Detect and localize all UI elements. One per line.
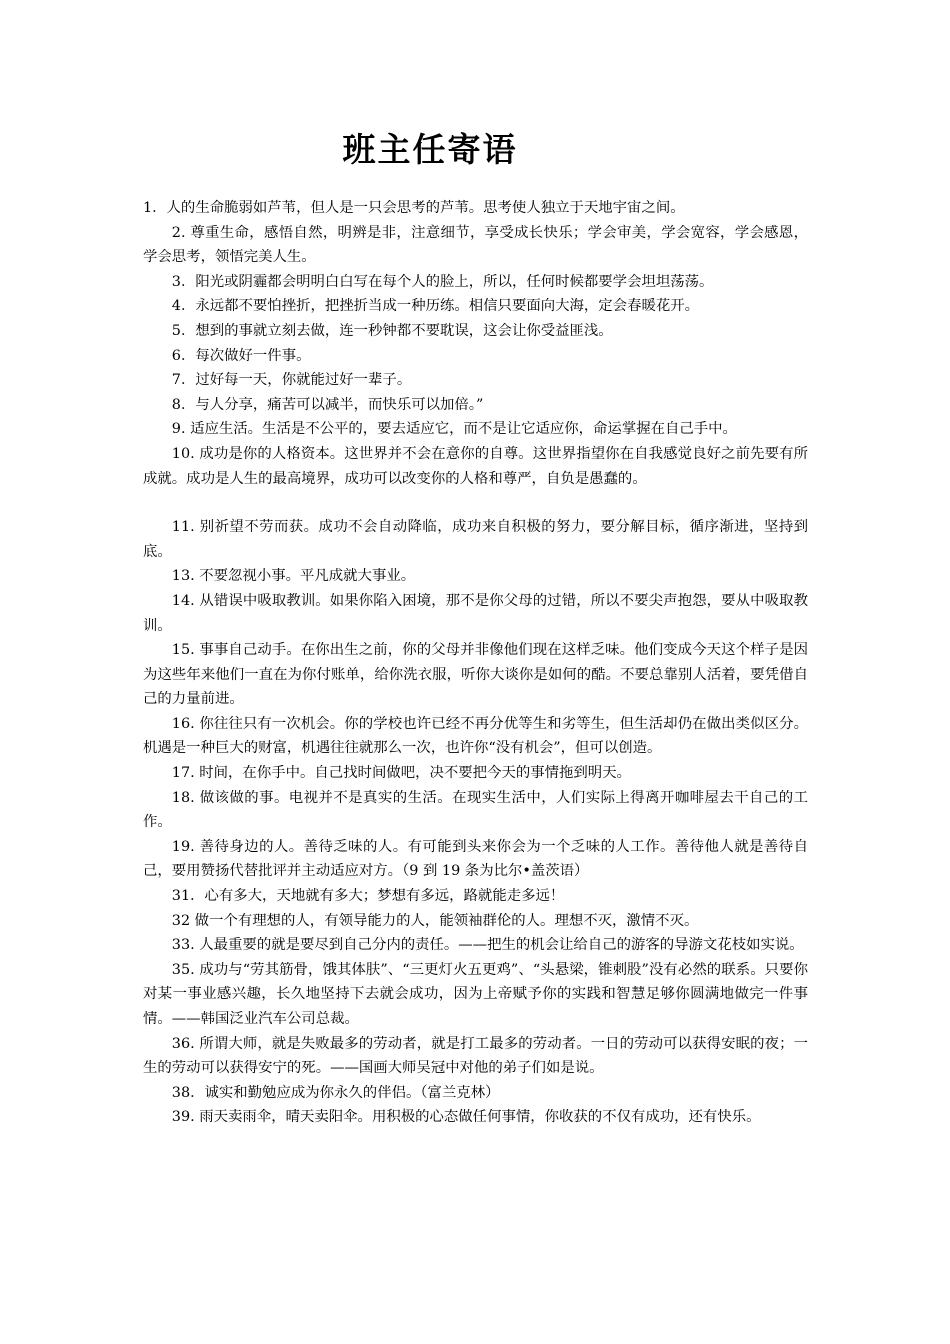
document-body: [143, 196, 808, 1130]
paragraph-39: 39. 雨天卖雨伞，晴天卖阳伞。用积极的心态做任何事情，你收获的不仅有成功，还有快乐。: [171, 1109, 761, 1126]
paragraph-33: 33. 人最重要的就是要尽到自己分内的责任。——把生的机会让给自己的游客的导游文花枝如实说。: [171, 937, 804, 954]
paragraph-1: 1．人的生命脆弱如芦苇，但人是一只会思考的芦苇。思考使人独立于天地宇宙之间。: [143, 200, 685, 216]
paragraph-8: 8．与人分享，痛苦可以减半，而快乐可以加倍。”: [171, 396, 484, 413]
paragraph-9: 9. 适应生活。生活是不公平的，要去适应它，而不是让它适应你，命运掌握在自己手中。: [171, 421, 737, 438]
paragraph-14: 14. 从错误中吸取教训。如果你陷入困境，那不是你父母的过错，所以不要尖声抱怨，要从中吸取教训。: [143, 592, 808, 634]
paragraph-4: 4．永远都不要怕挫折，把挫折当成一种历练。相信只要面向大海，定会春暖花开。: [171, 298, 700, 315]
paragraph-15: 15. 事事自己动手。在你出生之前，你的父母并非像他们现在这样乏味。他们变成今天这个样子是因为这些年来他们一直在为你付账单，给你洗衣服，听你大谈你是如何的酷。不要总靠别人活着，要凭借自己的力量前进。: [143, 642, 808, 708]
paragraph-3: 3．阳光或阴霾都会明明白白写在每个人的脸上，所以，任何时候都要学会坦坦荡荡。: [171, 273, 714, 290]
paragraph-7: 7．过好每一天，你就能过好一辈子。: [171, 372, 412, 389]
paragraph-19: 19. 善待身边的人。善待乏味的人。有可能到头来你会为一个乏味的人工作。善待他人就是善待自己，要用赞扬代替批评并主动适应对方。（9 到 19 条为比尔•盖茨语）: [143, 838, 808, 880]
paragraph-31: 31．心有多大，天地就有多大；梦想有多远，路就能走多远！: [171, 888, 565, 905]
paragraph-38: 38．诚实和勤勉应成为你永久的伴侣。（富兰克林）: [171, 1084, 500, 1101]
paragraph-10: 10. 成功是你的人格资本。这世界并不会在意你的自尊。这世界指望你在自我感觉良好之前先要有所成就。成功是人生的最高境界，成功可以改变你的人格和尊严，自负是愚蠢的。: [143, 445, 808, 487]
paragraph-13: 13. 不要忽视小事。平凡成就大事业。: [171, 568, 416, 585]
paragraph-2: 2. 尊重生命，感悟自然，明辨是非，注意细节，享受成长快乐；学会审美，学会宽容，学会感恩，学会思考，领悟完美人生。: [143, 224, 808, 266]
paragraph-18: 18. 做该做的事。电视并不是真实的生活。在现实生活中，人们实际上得离开咖啡屋去干自己的工作。: [143, 789, 808, 831]
paragraph-11: 11. 别祈望不劳而获。成功不会自动降临，成功来自积极的努力，要分解目标，循序渐进，坚持到底。: [143, 519, 808, 560]
paragraph-5: 5．想到的事就立刻去做，连一秒钟都不要耽误，这会让你受益匪浅。: [171, 322, 613, 339]
paragraph-16: 16. 你往往只有一次机会。你的学校也许已经不再分优等生和劣等生，但生活却仍在做出类似区分。机遇是一种巨大的财富，机遇往往就那么一次，也许你“没有机会”，但可以创造。: [143, 715, 808, 757]
document-title: 班主任寄语: [342, 130, 518, 169]
paragraph-17: 17. 时间，在你手中。自己找时间做吧，决不要把今天的事情拖到明天。: [171, 765, 631, 782]
paragraph-32: 32 做一个有理想的人，有领导能力的人，能领袖群伦的人。理想不灭，激情不灭。: [171, 912, 699, 929]
paragraph-36: 36. 所谓大师，就是失败最多的劳动者，就是打工最多的劳动者。一日的劳动可以获得安眠的夜；一生的劳动可以获得安宁的死。——国画大师吴冠中对他的弟子们如是说。: [143, 1035, 808, 1077]
paragraph-6: 6．每次做好一件事。: [171, 347, 311, 364]
paragraph-35: 35. 成功与“劳其筋骨，饿其体肤”、“三更灯火五更鸡”、“头悬梁，锥刺股”没有必然的联系。只要你对某一事业感兴趣，长久地坚持下去就会成功，因为上帝赋予你的实践和智慧足够你圆满地做完一件事情。——韩国泛业汽车公司总裁。: [143, 961, 808, 1027]
